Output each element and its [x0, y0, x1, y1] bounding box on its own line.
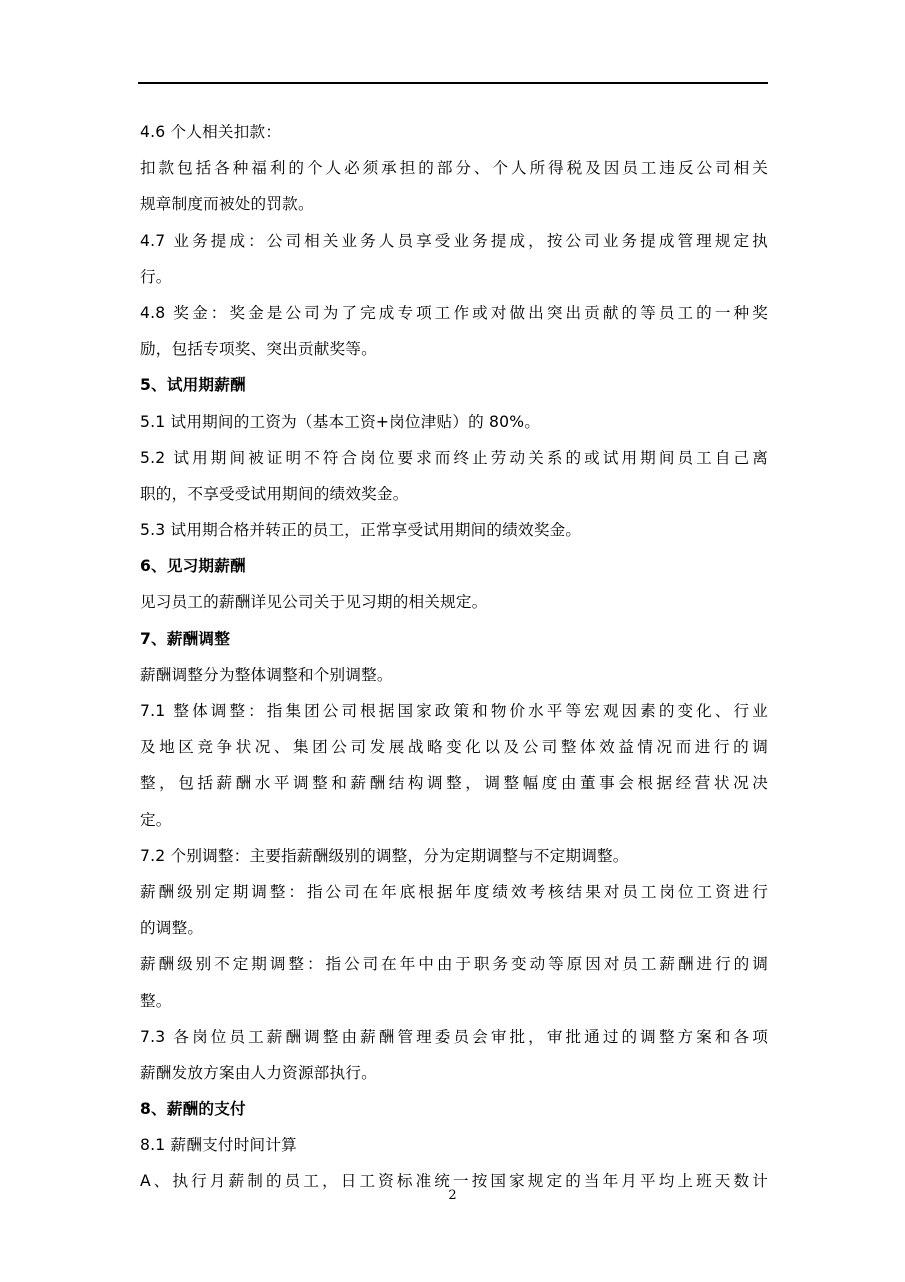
text-line: 薪酬级别不定期调整：指公司在年中由于职务变动等原因对员工薪酬进行的调	[140, 955, 768, 974]
text-line: 5.3 试用期合格并转正的员工，正常享受试用期间的绩效奖金。	[140, 521, 582, 540]
text-line: 整。	[140, 991, 172, 1010]
text-line: 励，包括专项奖、突出贡献奖等。	[140, 340, 377, 359]
text-line: 及地区竞争状况、集团公司发展战略变化以及公司整体效益情况而进行的调	[140, 738, 768, 757]
document-body	[140, 114, 768, 1200]
text-line: 7.3 各岗位员工薪酬调整由薪酬管理委员会审批，审批通过的调整方案和各项	[140, 1027, 768, 1046]
section-heading: 6、见习期薪酬	[140, 557, 246, 576]
text-line: 4.6 个人相关扣款：	[140, 123, 282, 141]
text-line: 7.2 个别调整：主要指薪酬级别的调整，分为定期调整与不定期调整。	[140, 846, 629, 865]
text-line: 7.1 整体调整：指集团公司根据国家政策和物价水平等宏观因素的变化、行业	[140, 702, 768, 720]
text-line: 4.8 奖金：奖金是公司为了完成专项工作或对做出突出贡献的等员工的一种奖	[140, 303, 768, 322]
page-number: 2	[448, 1188, 457, 1203]
text-line: 规章制度而被处的罚款。	[140, 195, 314, 214]
text-line: 整，包括薪酬水平调整和薪酬结构调整，调整幅度由董事会根据经营状况决	[140, 774, 768, 793]
text-line: 薪酬发放方案由人力资源部执行。	[140, 1063, 377, 1082]
section-heading: 5、试用期薪酬	[140, 376, 246, 395]
text-line: 5.1 试用期间的工资为（基本工资+岗位津贴）的 80%。	[140, 412, 541, 431]
text-line: A、执行月薪制的员工，日工资标准统一按国家规定的当年月平均上班天数计	[140, 1172, 768, 1191]
header-rule	[138, 82, 768, 84]
text-line: 薪酬级别定期调整：指公司在年底根据年度绩效考核结果对员工岗位工资进行	[140, 882, 768, 901]
section-heading: 7、薪酬调整	[140, 629, 231, 648]
text-line: 的调整。	[140, 919, 204, 938]
text-line: 行。	[140, 267, 172, 286]
text-line: 见习员工的薪酬详见公司关于见习期的相关规定。	[140, 593, 488, 612]
text-line: 职的，不享受受试用期间的绩效奖金。	[140, 484, 409, 503]
section-heading: 8、薪酬的支付	[140, 1100, 246, 1119]
text-line: 5.2 试用期间被证明不符合岗位要求而终止劳动关系的或试用期间员工自己离	[140, 448, 768, 467]
text-line: 4.7 业务提成：公司相关业务人员享受业务提成，按公司业务提成管理规定执	[140, 231, 768, 250]
text-line: 薪酬调整分为整体调整和个别调整。	[140, 665, 393, 684]
text-line: 8.1 薪酬支付时间计算	[140, 1136, 297, 1155]
text-line: 定。	[140, 810, 172, 829]
text-line: 扣款包括各种福利的个人必须承担的部分、个人所得税及因员工违反公司相关	[140, 159, 768, 178]
